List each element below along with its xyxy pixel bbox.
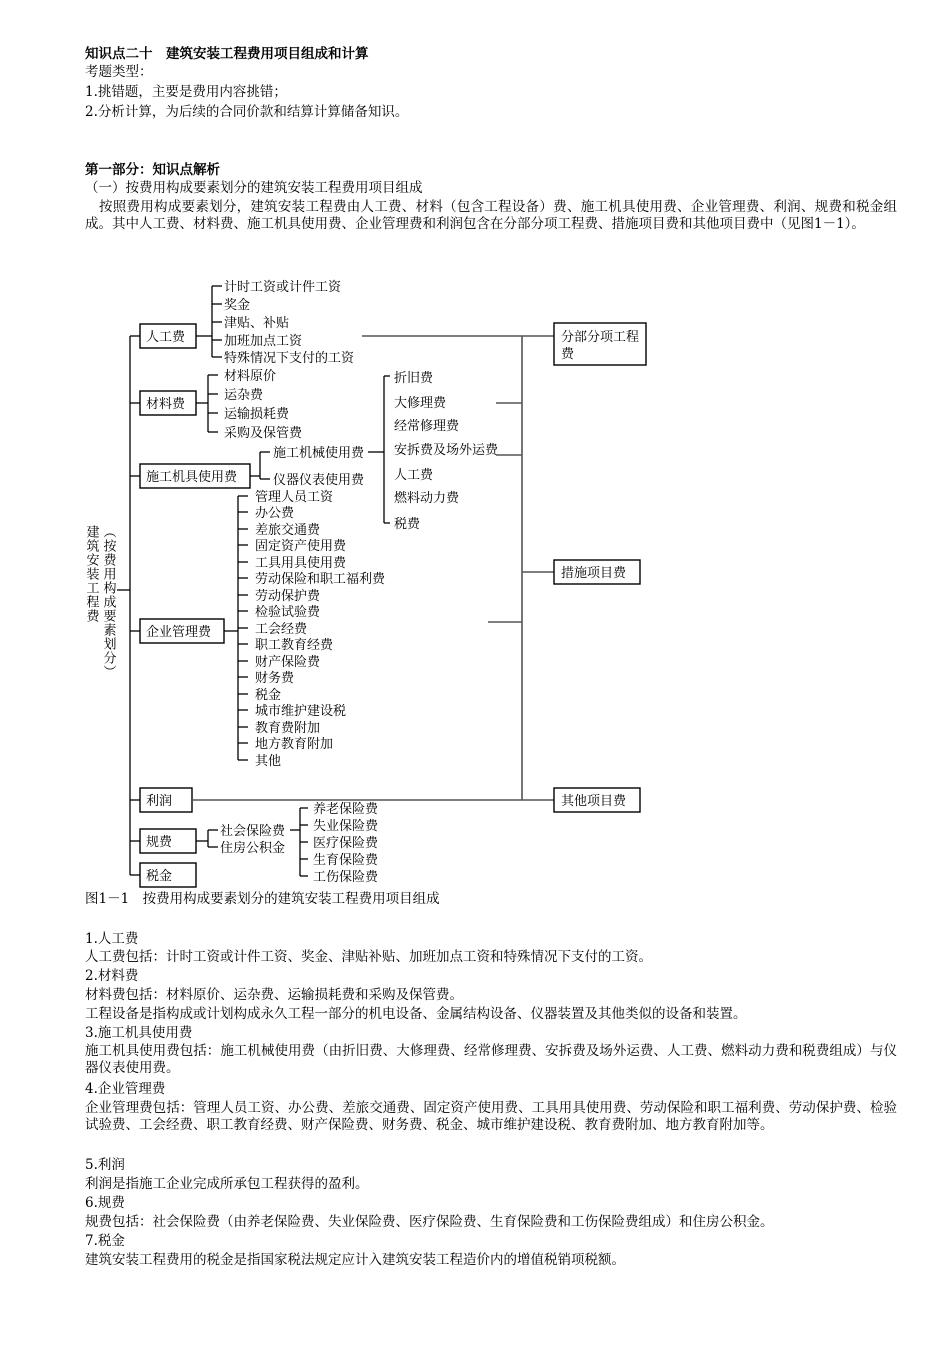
- section-text: 施工机具使用费包括：施工机械使用费（由折旧费、大修理费、经常修理费、安拆费及场外运费、人工费、燃料动力费和税费组成）与仪器仪表使用费。: [85, 1043, 897, 1076]
- section-text: 企业管理费包括：管理人员工资、办公费、差旅交通费、固定资产使用费、工具用具使用费、劳动保险和职工福利费、劳动保护费、检验试验费、工会经费、职工教育经费、财产保险费、财务费、税金、城市维护建设税、教育费附加、地方教育附加等。: [85, 1100, 897, 1133]
- diagram-root-label: 建筑安装工程费: [83, 525, 99, 623]
- part-subheading: （一）按费用构成要素划分的建筑安装工程费用项目组成: [85, 180, 423, 196]
- fees-item: 住房公积金: [220, 841, 286, 856]
- management-item: 工会经费: [255, 622, 308, 637]
- svg-text:税金: 税金: [146, 869, 173, 884]
- other-items-fee-box: [554, 788, 640, 812]
- section-title: 3.施工机具使用费: [85, 1025, 193, 1041]
- management-item: 办公费: [255, 506, 295, 521]
- management-item: 工具用具使用费: [255, 556, 347, 571]
- machinery-sub-item: 税费: [394, 517, 421, 532]
- management-item: 差旅交通费: [255, 523, 321, 538]
- management-item: 地方教育附加: [255, 737, 334, 752]
- svg-text:规费: 规费: [146, 835, 173, 850]
- figure-caption: 图1－1 按费用构成要素划分的建筑安装工程费用项目组成: [85, 891, 440, 907]
- part-heading: 第一部分：知识点解析: [85, 162, 220, 178]
- management-item: 税金: [255, 688, 282, 703]
- labor-item: 计时工资或计件工资: [224, 280, 342, 295]
- svg-text:措施项目费: 措施项目费: [561, 566, 627, 581]
- management-item: 其他: [255, 754, 282, 769]
- section-title: 6.规费: [85, 1195, 125, 1211]
- machinery-cost-box: [140, 464, 250, 488]
- labor-cost-box: [140, 324, 196, 348]
- measures-fee-box: [554, 560, 640, 584]
- management-cost-box: [140, 619, 224, 643]
- section-text: 建筑安装工程费用的税金是指国家税法规定应计入建筑安装工程造价内的增值税销项税额。: [85, 1252, 625, 1268]
- machinery-item: 仪器仪表使用费: [273, 473, 365, 488]
- svg-text:施工机具使用费: 施工机具使用费: [146, 470, 238, 485]
- fees-box: [140, 829, 196, 853]
- management-item: 财产保险费: [255, 655, 321, 670]
- section-title: 2.材料费: [85, 968, 139, 984]
- material-cost-box: [140, 391, 196, 415]
- management-item: 城市维护建设税: [255, 704, 347, 719]
- section-text: 利润是指施工企业完成所承包工程获得的盈利。: [85, 1176, 369, 1192]
- material-item: 运输损耗费: [224, 407, 290, 422]
- itemized-project-fee-box: [554, 323, 646, 365]
- section-title: 4.企业管理费: [85, 1081, 166, 1097]
- exam-type-item: 1.挑错题，主要是费用内容挑错；: [85, 84, 287, 100]
- fees-item: 社会保险费: [220, 824, 286, 839]
- insurance-item: 医疗保险费: [313, 836, 379, 851]
- insurance-item: 工伤保险费: [313, 870, 379, 885]
- diagram-root-sublabel: （按费用构成要素划分）: [100, 525, 116, 679]
- management-item: 教育费附加: [255, 721, 321, 736]
- material-item: 采购及保管费: [224, 426, 303, 441]
- machinery-sub-item: 折旧费: [394, 371, 434, 386]
- section-text: 人工费包括：计时工资或计件工资、奖金、津贴补贴、加班加点工资和特殊情况下支付的工资。: [85, 949, 652, 965]
- machinery-sub-item: 经常修理费: [394, 419, 460, 434]
- management-item: 财务费: [255, 671, 295, 686]
- machinery-sub-item: 燃料动力费: [394, 491, 460, 506]
- management-item: 劳动保险和职工福利费: [255, 572, 386, 587]
- machinery-sub-item: 大修理费: [394, 396, 447, 411]
- insurance-item: 生育保险费: [313, 853, 379, 868]
- labor-item: 加班加点工资: [224, 334, 303, 349]
- labor-item: 津贴、补贴: [224, 316, 290, 331]
- svg-text:分部分项工程: 分部分项工程: [561, 330, 640, 345]
- tax-box: [140, 863, 196, 887]
- intro-paragraph: 按照费用构成要素划分，建筑安装工程费由人工费、材料（包含工程设备）费、施工机具使用费、企业管理费、利润、规费和税金组成。其中人工费、材料费、施工机具使用费、企业管理费和利润包含在分部分项工程费、措施项目费和其他项目费中（见图1－1）。: [85, 199, 897, 232]
- section-title: 5.利润: [85, 1157, 125, 1173]
- section-text: 材料费包括：材料原价、运杂费、运输损耗费和采购及保管费。: [85, 987, 463, 1003]
- profit-box: [140, 788, 192, 812]
- page-title: 知识点二十 建筑安装工程费用项目组成和计算: [85, 46, 369, 62]
- exam-type-item: 2.分析计算，为后续的合同价款和结算计算储备知识。: [85, 104, 409, 120]
- management-item: 劳动保护费: [255, 589, 321, 604]
- insurance-item: 失业保险费: [313, 819, 379, 834]
- section-text: 规费包括：社会保险费（由养老保险费、失业保险费、医疗保险费、生育保险费和工伤保险费组成）和住房公积金。: [85, 1214, 774, 1230]
- machinery-sub-item: 安拆费及场外运费: [394, 443, 499, 458]
- material-item: 运杂费: [224, 388, 264, 403]
- labor-item: 特殊情况下支付的工资: [224, 351, 355, 366]
- management-item: 管理人员工资: [255, 490, 334, 505]
- svg-text:人工费: 人工费: [146, 330, 186, 345]
- section-title: 1.人工费: [85, 931, 139, 947]
- machinery-item: 施工机械使用费: [273, 446, 365, 461]
- material-item: 材料原价: [224, 369, 277, 384]
- section-title: 7.税金: [85, 1233, 125, 1249]
- management-item: 职工教育经费: [255, 638, 334, 653]
- machinery-sub-item: 人工费: [394, 468, 434, 483]
- management-item: 固定资产使用费: [255, 539, 347, 554]
- labor-item: 奖金: [224, 298, 251, 313]
- exam-type-label: 考题类型：: [85, 64, 153, 80]
- insurance-item: 养老保险费: [313, 802, 379, 817]
- svg-text:企业管理费: 企业管理费: [146, 625, 212, 640]
- svg-text:其他项目费: 其他项目费: [561, 794, 627, 809]
- svg-text:材料费: 材料费: [146, 397, 186, 412]
- section-text: 工程设备是指构成或计划构成永久工程一部分的机电设备、金属结构设备、仪器装置及其他类似的设备和装置。: [85, 1006, 747, 1022]
- svg-text:费: 费: [561, 347, 575, 362]
- management-item: 检验试验费: [255, 605, 321, 620]
- svg-text:利润: 利润: [146, 794, 173, 809]
